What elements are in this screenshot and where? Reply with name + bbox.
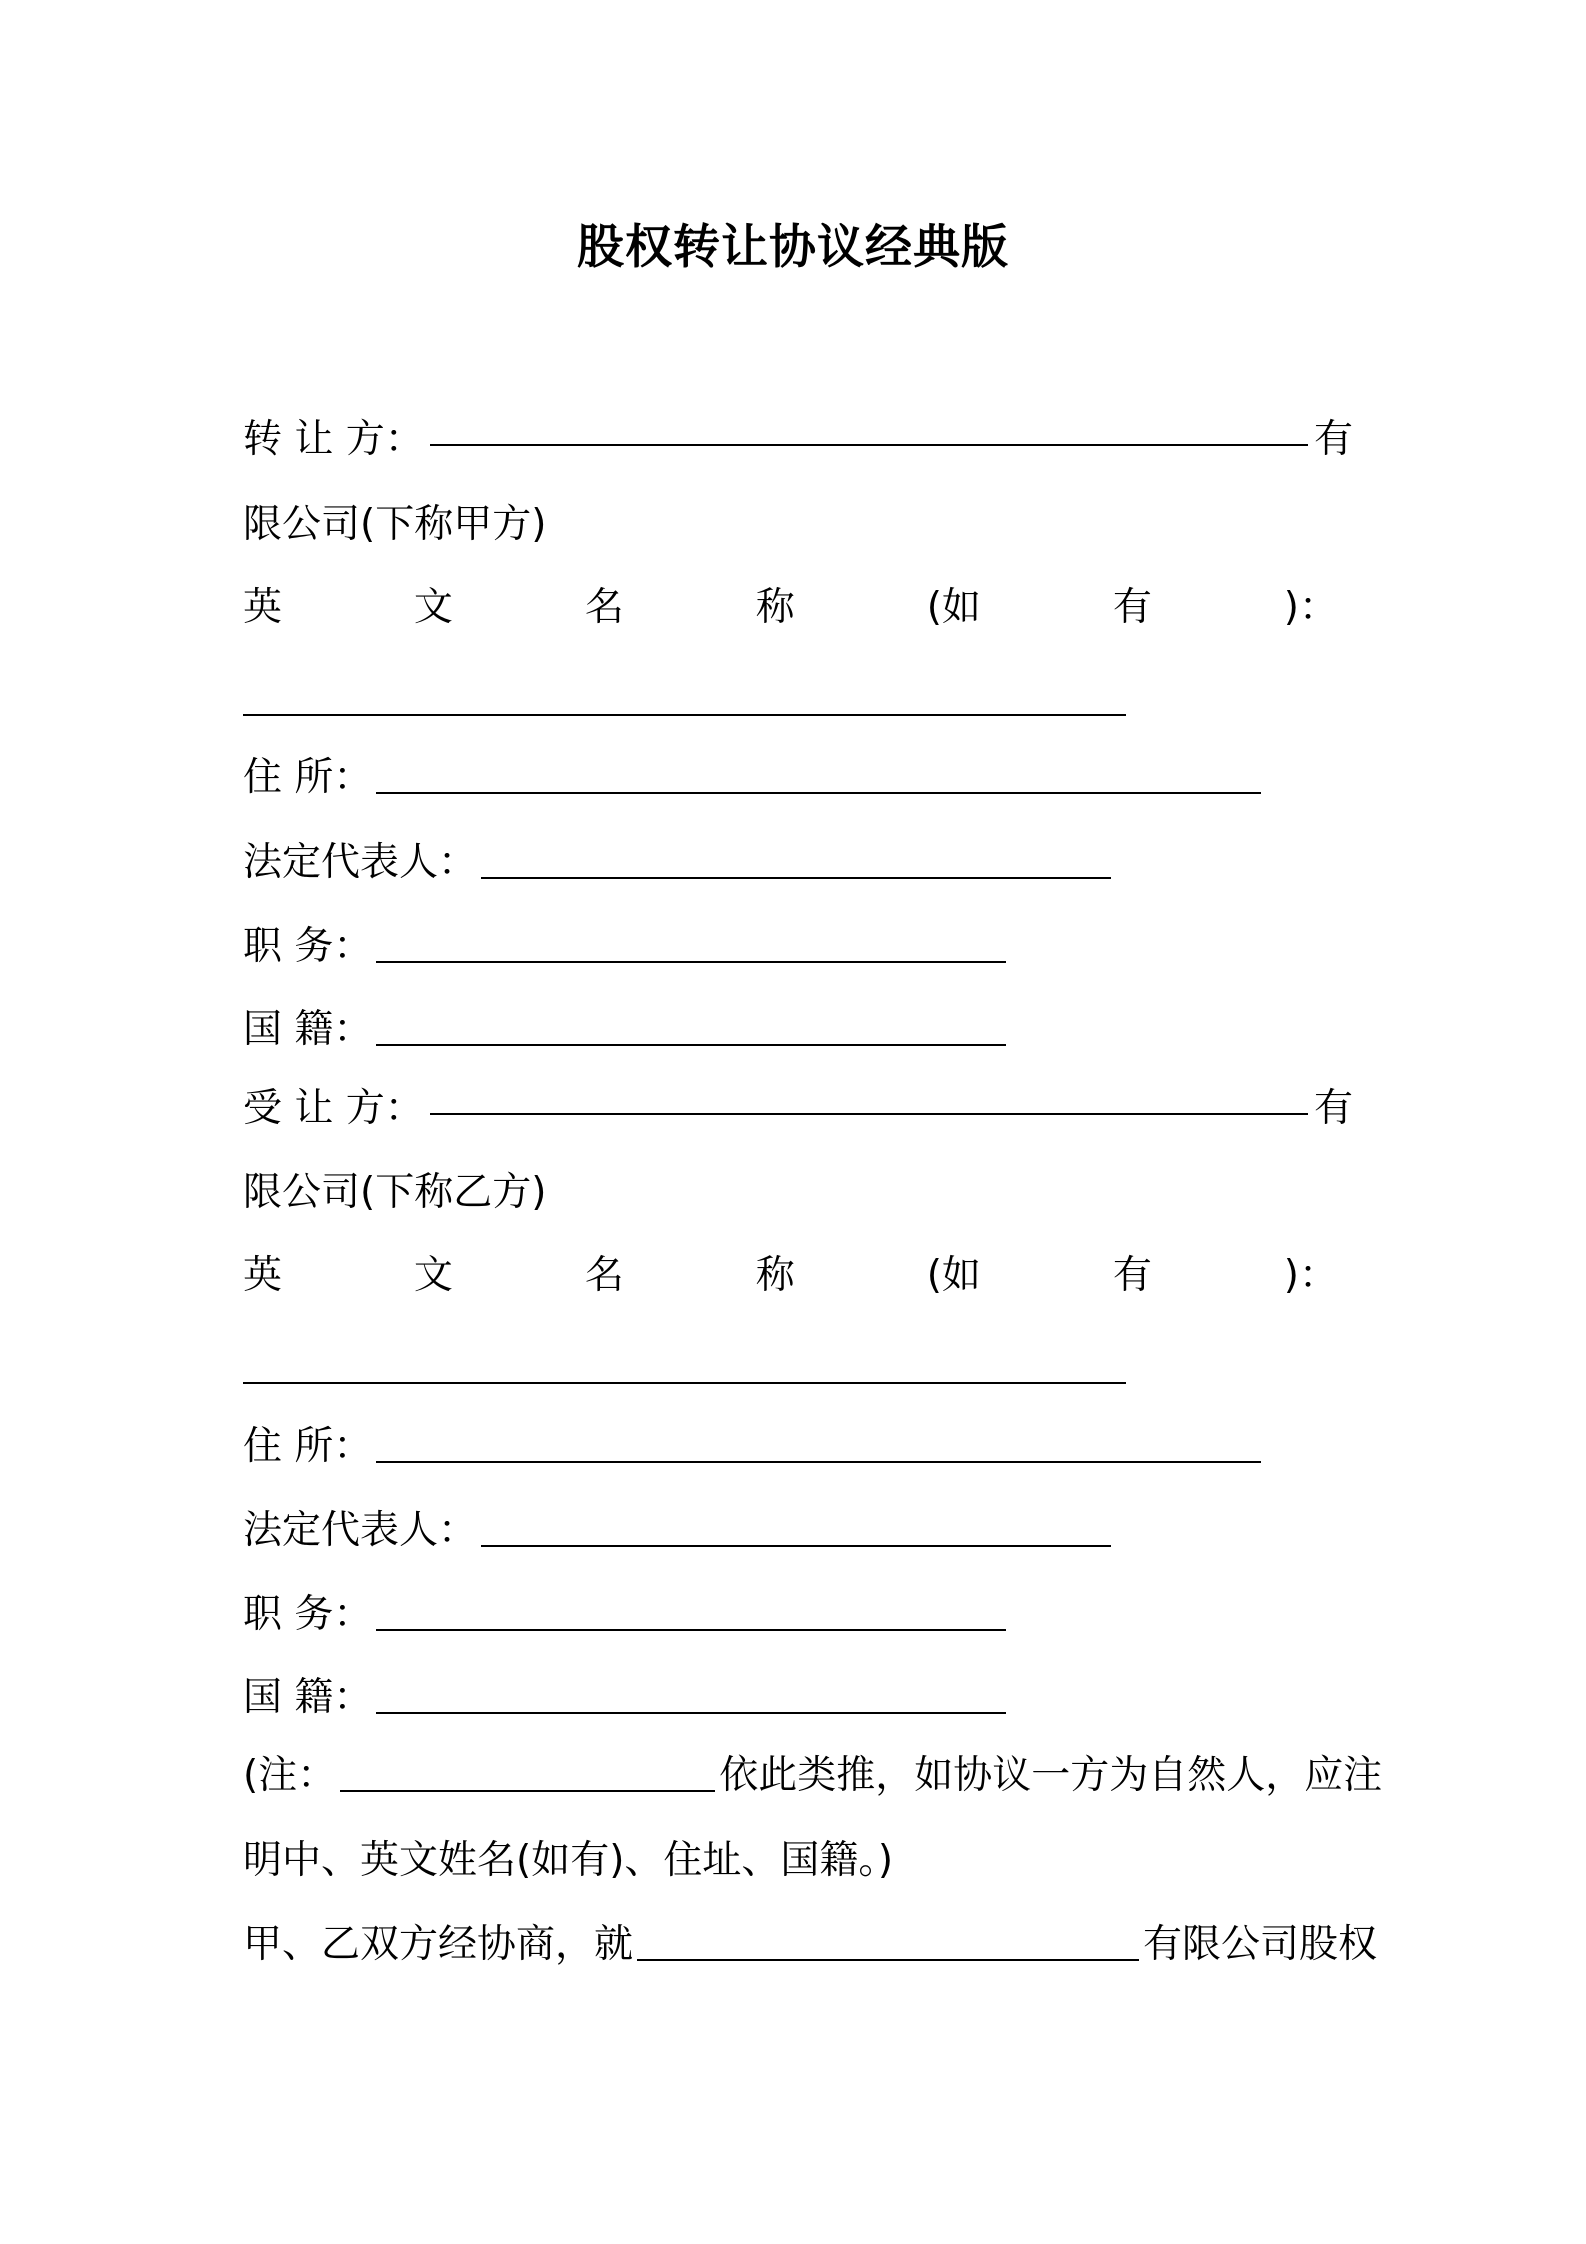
- agreement-company-blank[interactable]: [637, 1958, 1139, 1961]
- en-name-char: 文: [413, 585, 453, 630]
- transferee-rep-blank[interactable]: [481, 1544, 1111, 1547]
- agreement-suffix: 有限公司股权: [1143, 1922, 1378, 1967]
- position-label: 职 务：: [243, 1592, 373, 1637]
- transferee-suffix: 有: [1313, 1086, 1353, 1131]
- transferee-position-line: [243, 1585, 1353, 1645]
- transferor-nationality-line: [243, 1000, 1353, 1060]
- en-name-char: )：: [1283, 1253, 1338, 1298]
- transferee-company-text: 限公司(下称乙方): [243, 1170, 547, 1215]
- transferor-name-blank[interactable]: [430, 410, 1308, 446]
- address-label: 住 所：: [243, 1424, 373, 1469]
- en-name-char: 英: [243, 1253, 283, 1298]
- agreement-line: [243, 1915, 1378, 1975]
- en-name-char: 有: [1112, 585, 1152, 630]
- transferee-rep-line: [243, 1501, 1353, 1561]
- en-name-char: 称: [755, 1253, 795, 1298]
- transferee-line: [243, 1079, 1353, 1139]
- en-name-char: 称: [755, 585, 795, 630]
- en-name-char: 有: [1112, 1253, 1152, 1298]
- transferee-english-blank-line: [243, 1338, 1353, 1398]
- transferor-position-line: [243, 917, 1353, 977]
- en-name-char: 名: [584, 1253, 624, 1298]
- transferor-address-line: [243, 748, 1353, 808]
- transferor-company-text: 限公司(下称甲方): [243, 502, 547, 547]
- transferor-address-blank[interactable]: [376, 791, 1261, 794]
- en-name-char: 名: [584, 585, 624, 630]
- transferee-english-name-blank[interactable]: [243, 1381, 1126, 1384]
- transferee-company-line: [243, 1163, 1353, 1223]
- note-prefix: (注：: [243, 1753, 337, 1798]
- transferee-nationality-blank[interactable]: [376, 1711, 1006, 1714]
- transferor-label: 转 让 方：: [243, 417, 424, 462]
- agreement-prefix: 甲、乙双方经协商，就: [243, 1922, 634, 1967]
- transferor-english-name-row: [243, 578, 1338, 638]
- en-name-char: 文: [413, 1253, 453, 1298]
- nationality-label: 国 籍：: [243, 1675, 373, 1720]
- document-title: 股权转让协议经典版: [577, 220, 1009, 275]
- transferor-english-name-blank[interactable]: [243, 713, 1126, 716]
- transferor-rep-line: [243, 833, 1353, 893]
- rep-label: 法定代表人：: [243, 840, 478, 885]
- transferee-nationality-line: [243, 1668, 1353, 1728]
- note-line-2: [243, 1831, 1353, 1891]
- en-name-char: (如: [926, 585, 981, 630]
- transferee-name-blank[interactable]: [430, 1079, 1308, 1115]
- transferor-nationality-blank[interactable]: [376, 1043, 1006, 1046]
- transferor-suffix: 有: [1313, 417, 1353, 462]
- transferor-english-blank-line: [243, 670, 1353, 730]
- en-name-char: )：: [1283, 585, 1338, 630]
- transferee-address-blank[interactable]: [376, 1460, 1261, 1463]
- transferor-company-line: [243, 495, 1353, 555]
- rep-label: 法定代表人：: [243, 1508, 478, 1553]
- nationality-label: 国 籍：: [243, 1007, 373, 1052]
- transferor-position-blank[interactable]: [376, 960, 1006, 963]
- note-continuation: 明中、英文姓名(如有)、住址、国籍。): [243, 1838, 894, 1883]
- transferee-label: 受 让 方：: [243, 1086, 424, 1131]
- address-label: 住 所：: [243, 755, 373, 800]
- position-label: 职 务：: [243, 924, 373, 969]
- note-suffix: 依此类推，如协议一方为自然人，应注: [719, 1753, 1383, 1798]
- transferee-address-line: [243, 1417, 1353, 1477]
- transferee-english-name-row: [243, 1246, 1338, 1306]
- transferor-rep-blank[interactable]: [481, 876, 1111, 879]
- note-line: [243, 1746, 1383, 1806]
- transferor-line: [243, 410, 1353, 470]
- note-blank[interactable]: [340, 1789, 715, 1792]
- en-name-char: 英: [243, 585, 283, 630]
- transferee-position-blank[interactable]: [376, 1628, 1006, 1631]
- en-name-char: (如: [926, 1253, 981, 1298]
